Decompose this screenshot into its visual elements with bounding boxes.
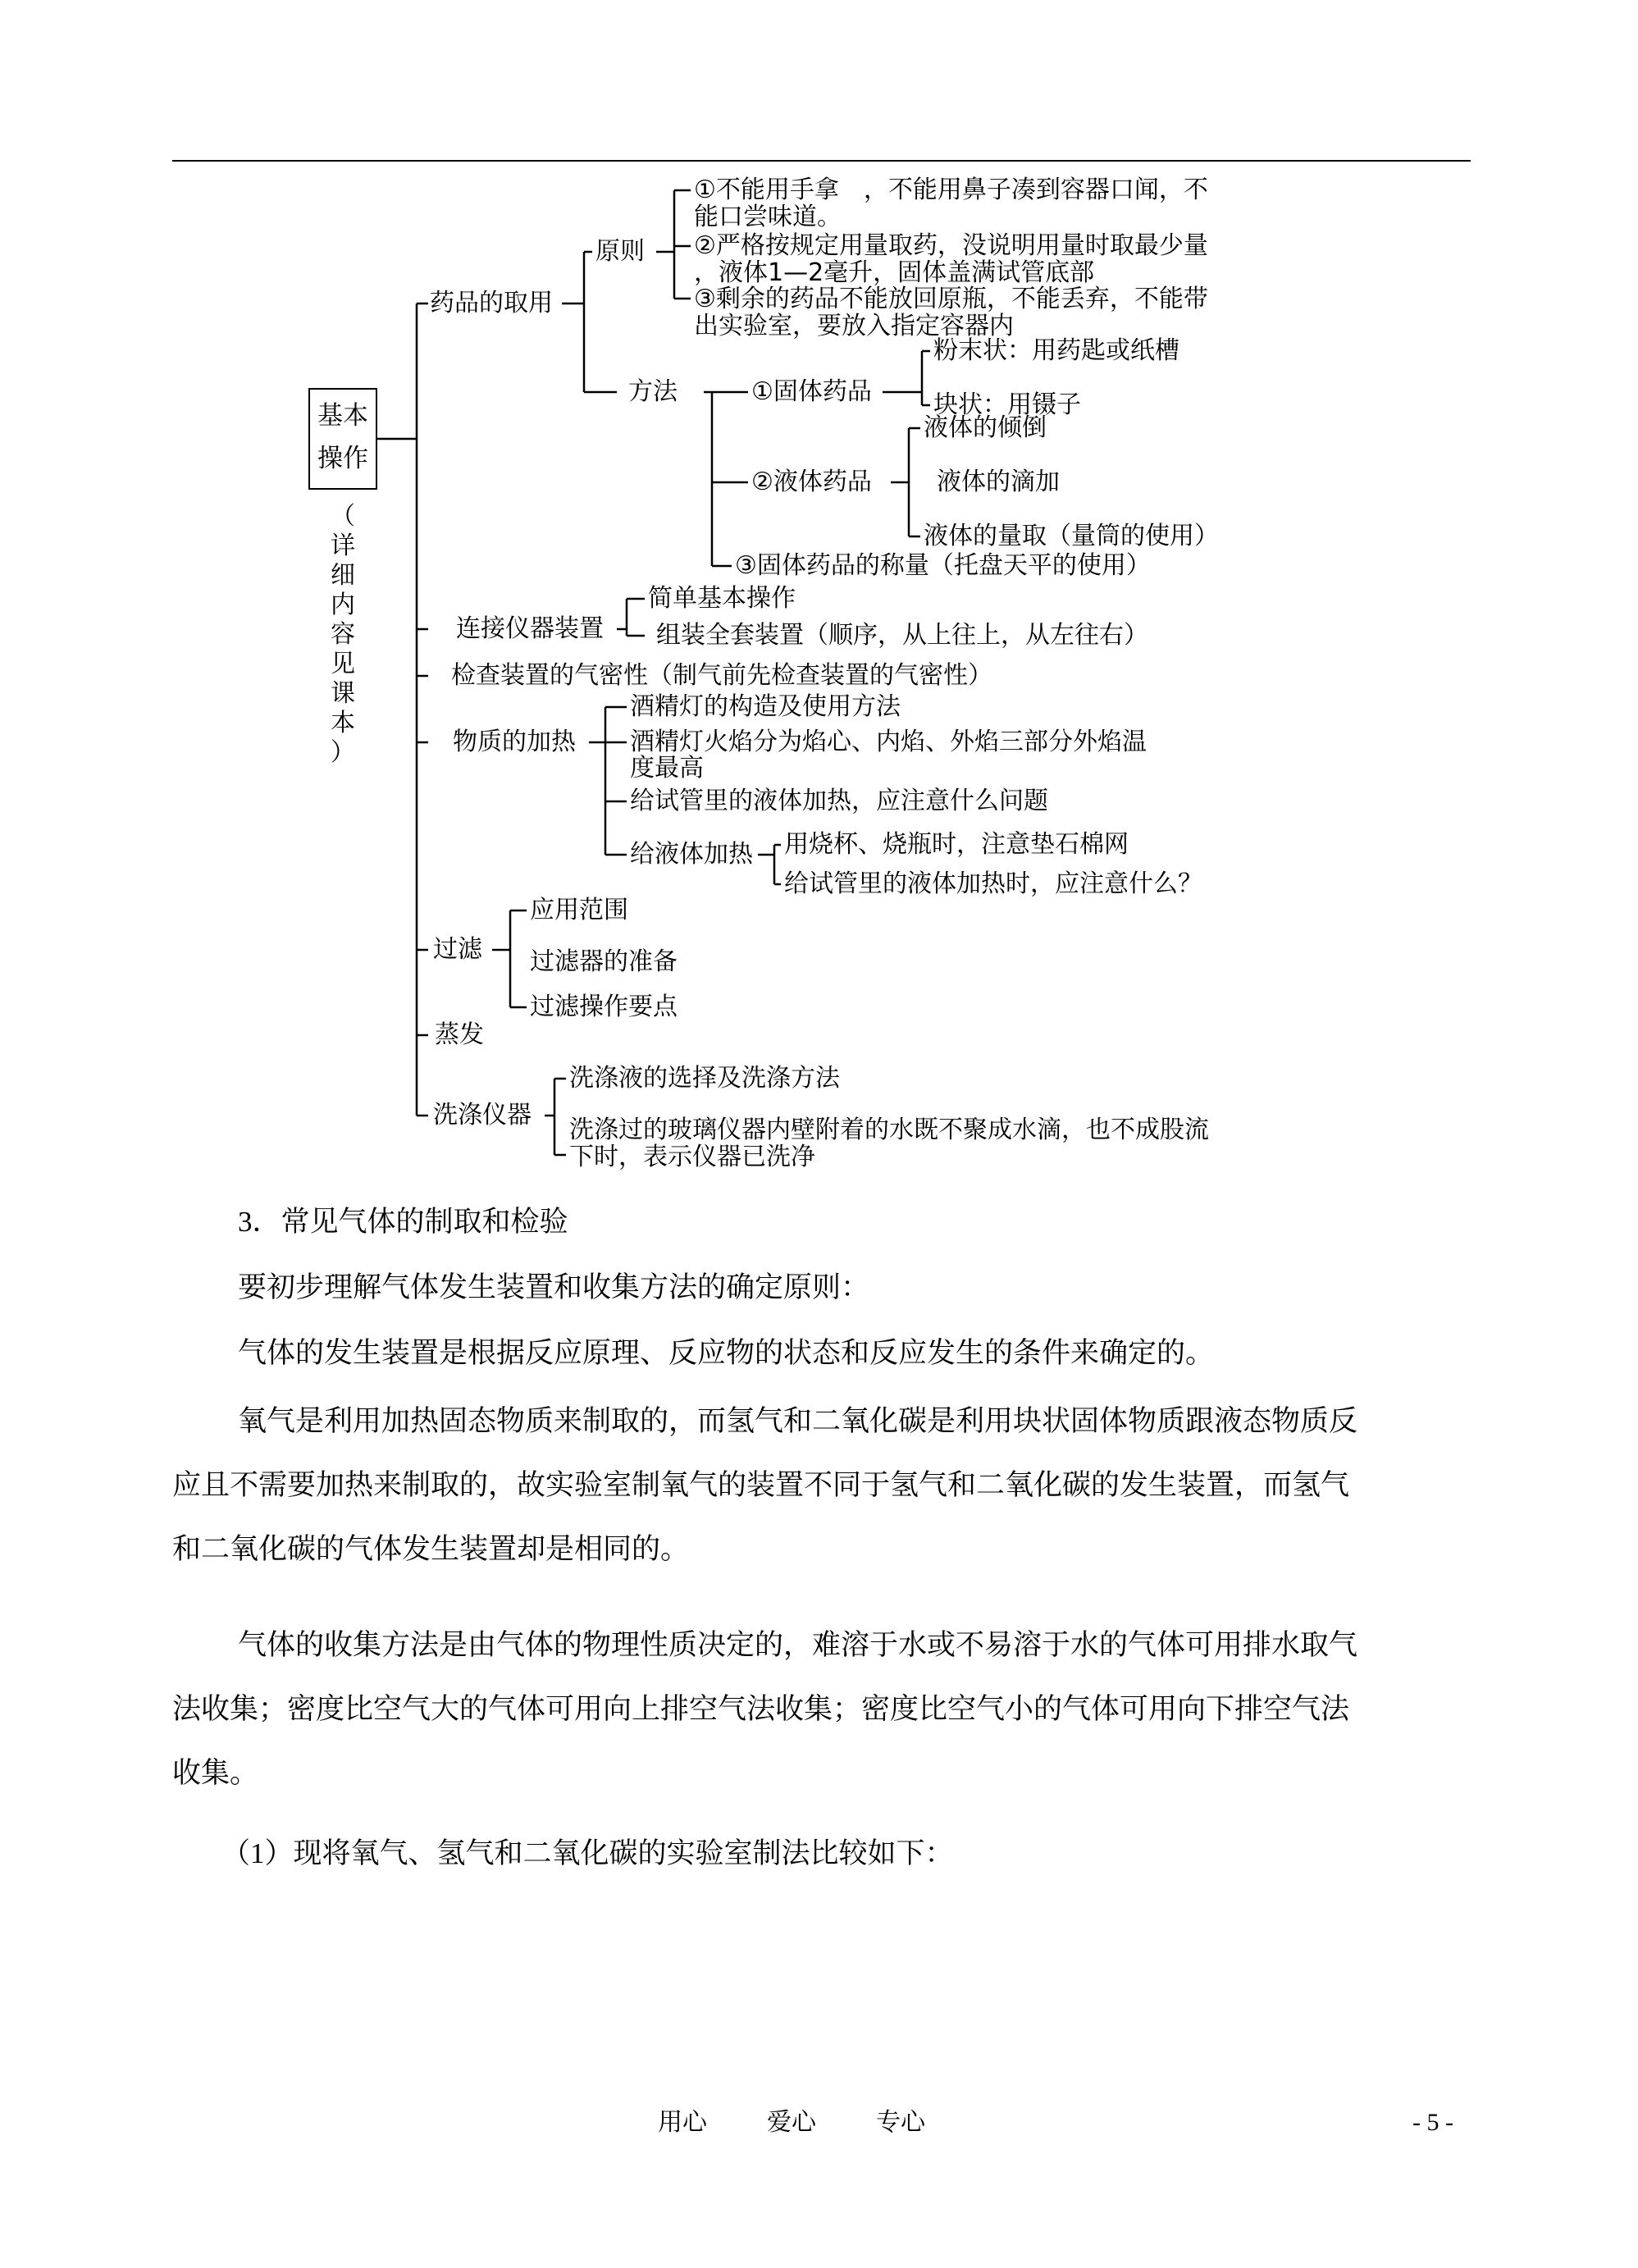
filter-item-1: 应用范围 [530,896,628,924]
node-airtight: 检查装置的气密性（制气前先检查装置的气密性） [451,661,992,690]
root-line-2: 操作 [317,444,368,473]
section-heading: 3．常见气体的制取和检验 [238,1206,568,1238]
footer-motto-2: 爱心 [767,2109,816,2136]
paragraph-5: （1）现将氧气、氢气和二氧化碳的实验室制法比较如下： [221,1837,954,1869]
node-wash: 洗涤仪器 [433,1101,532,1129]
root-box [308,388,377,490]
principle-1-line-1: ①不能用手拿 ，不能用鼻子凑到容器口闻，不 [694,176,1208,204]
heating-item-2-cont: 度最高 [630,754,704,783]
liquid-item-1: 液体的倾倒 [924,413,1047,442]
node-principle: 原则 [595,237,645,266]
paragraph-3-line-3: 和二氧化碳的气体发生装置却是相同的。 [172,1533,690,1565]
principle-2-line-2: ，液体1—2毫升，固体盖满试管底部 [694,258,1095,287]
node-liquid: ②液体药品 [751,468,872,496]
heating-item-1: 酒精灯的构造及使用方法 [630,692,901,721]
paragraph-3-line-1: 氧气是利用加热固态物质来制取的，而氢气和二氧化碳是利用块状固体物质跟液态物质反 [238,1405,1358,1437]
filter-item-2: 过滤器的准备 [530,947,678,976]
footer-motto-1: 用心 [658,2109,707,2136]
wash-item-1: 洗涤液的选择及洗涤方法 [569,1064,840,1093]
paragraph-4-line-2: 法收集；密度比空气大的气体可用向上排空气法收集；密度比空气小的气体可用向下排空气法 [172,1693,1350,1725]
node-filter: 过滤 [433,935,482,964]
principle-2-line-1: ②严格按规定用量取药，没说明用量时取最少量 [694,231,1208,260]
node-drug: 药品的取用 [430,289,553,317]
heating-item-2: 酒精灯火焰分为焰心、内焰、外焰三部分外焰温 [630,728,1147,756]
liquid-item-2: 液体的滴加 [937,468,1060,496]
liquid-item-3: 液体的量取（量筒的使用） [924,522,1219,550]
solid-item-2: 块状：用镊子 [933,390,1081,419]
connect-item-1: 简单基本操作 [648,584,796,613]
solid-item-1: 粉末状：用药匙或纸槽 [933,336,1179,365]
heating-item-3: 给试管里的液体加热，应注意什么问题 [630,787,1048,815]
paragraph-2: 气体的发生装置是根据反应原理、反应物的状态和反应发生的条件来确定的。 [238,1337,1215,1369]
paragraph-4-line-1: 气体的收集方法是由气体的物理性质决定的，难溶于水或不易溶于水的气体可用排水取气 [238,1629,1358,1661]
node-method: 方法 [628,377,678,406]
principle-1-line-2: 能口尝味道。 [694,203,842,231]
paragraph-3-line-2: 应且不需要加热来制取的，故实验室制氧气的装置不同于氢气和二氧化碳的发生装置，而氢气 [172,1469,1350,1501]
paragraph-4-line-3: 收集。 [172,1757,259,1789]
root-note: （ 详 细 内 容 见 课 本 ） [331,502,355,767]
liquid-heating-item-1: 用烧杯、烧瓶时，注意垫石棉网 [784,830,1129,859]
node-connect: 连接仪器装置 [456,614,604,643]
principle-3-line-2: 出实验室，要放入指定容器内 [694,312,1014,340]
principle-3-line-1: ③剩余的药品不能放回原瓶，不能丢弃，不能带 [694,285,1208,313]
wash-item-2-cont: 下时，表示仪器已洗净 [569,1143,815,1171]
node-solid: ①固体药品 [751,377,872,406]
filter-item-3: 过滤操作要点 [530,993,678,1021]
node-liquid-heating: 给液体加热 [630,840,753,869]
page-number: - 5 - [1412,2109,1453,2136]
liquid-heating-item-2: 给试管里的液体加热时，应注意什么？ [784,869,1202,898]
connect-item-2: 组装全套装置（顺序，从上往上，从左往右） [656,621,1148,650]
paragraph-1: 要初步理解气体发生装置和收集方法的确定原则： [238,1271,870,1303]
footer-motto-3: 专心 [876,2109,925,2136]
root-line-1: 基本 [317,401,368,431]
node-heating: 物质的加热 [453,728,576,756]
node-evaporate: 蒸发 [435,1020,484,1049]
wash-item-2: 洗涤过的玻璃仪器内壁附着的水既不聚成水滴，也不成股流 [569,1116,1209,1144]
node-weigh: ③固体药品的称量（托盘天平的使用） [735,551,1151,580]
